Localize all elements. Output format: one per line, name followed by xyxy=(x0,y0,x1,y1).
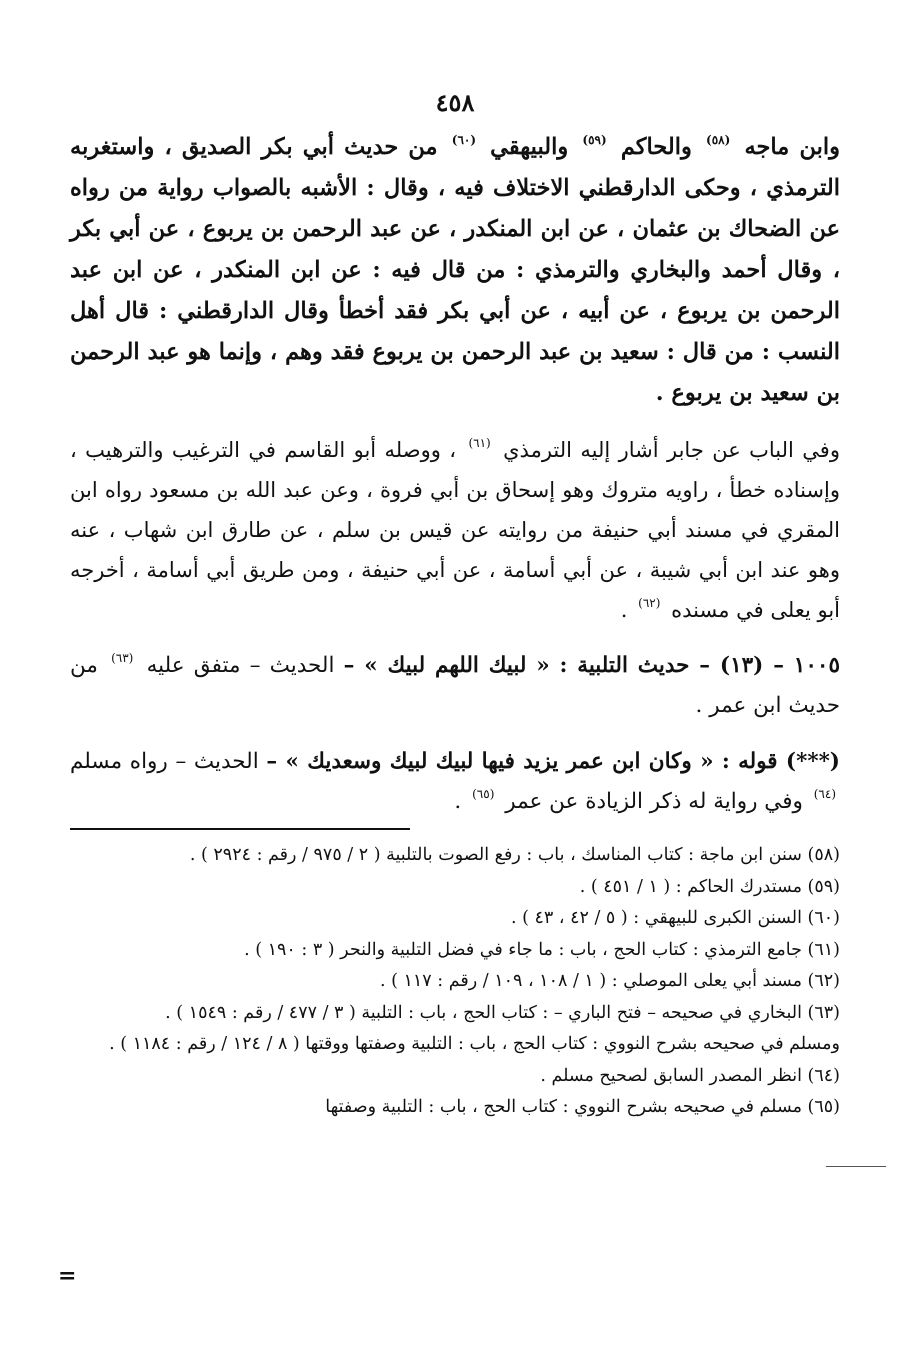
footnote-ref-63: (٦٣) xyxy=(111,651,134,665)
paragraph-2: وفي الباب عن جابر أشار إليه الترمذي $^{(٦١)}$ ، ووصله أبو القاسم في الترغيب والترهيب ، وإسناده خطأ ، راويه متروك وهو إسحاق بن أبي فروة ، وعن عبد الله بن مسعود رواه ابن المقري في مسند أبي حنيفة من روايته عن قيس بن سلم ، عن طارق ابن شهاب ، عنه وهو عند ابن أبي شيبة ، عن أبي أسامة ، عن أبي حنيفة ، ومن طريق أبي أسامة ، أخرجه أبو يعلى في مسنده $^{(٦٢)}$ . xyxy=(70,436,840,622)
footnote-58: (٥٨) سنن ابن ماجة : كتاب المناسك ، باب : رفع الصوت بالتلبية ( ٢ / ٩٧٥ / رقم : ٢٩٢٤ ) . xyxy=(189,845,840,865)
footnote-ref-65: (٦٥) xyxy=(472,787,495,801)
footnote-ref-62: (٦٢) xyxy=(638,596,661,610)
continuation-mark: = xyxy=(58,1263,77,1289)
footnote-64: (٦٤) انظر المصدر السابق لصحيح مسلم . xyxy=(540,1065,840,1086)
hadith-1005: ١٠٠٥ – (١٣) – حديث التلبية : « لبيك اللهم لبيك » – الحديث – متفق عليه $^{(٦٣)}$ من حديث ابن عمر . xyxy=(70,651,840,718)
footnote-61: (٦١) جامع الترمذي : كتاب الحج ، باب : ما جاء في فضل التلبية والنحر ( ٣ : ١٩٠ ) . xyxy=(244,939,840,960)
hadith-star: (***) قوله : « وكان ابن عمر يزيد فيها لبيك لبيك وسعديك » – الحديث – رواه مسلم $^{(٦٤)}$ وفي رواية له ذكر الزيادة عن عمر $^{(٦٥)}$ . xyxy=(70,749,840,814)
footnote-62: (٦٢) مسند أبي يعلى الموصلي : ( ١ / ١٠٨ ، ١٠٩ / رقم : ١١٧ ) . xyxy=(379,971,840,991)
hadith-1005-heading: ١٠٠٥ – (١٣) – حديث التلبية : « لبيك اللهم لبيك » – xyxy=(343,653,840,678)
footnote-ref-61: (٦١) xyxy=(468,436,491,450)
footnote-divider xyxy=(70,828,410,830)
footnote-ref-64: (٦٤) xyxy=(813,787,836,801)
page-number: ٤٥٨ xyxy=(435,88,475,117)
hadith-star-heading: (***) قوله : « وكان ابن عمر يزيد فيها لبيك لبيك وسعديك » – xyxy=(266,749,840,774)
page-body xyxy=(70,88,840,1338)
footnotes xyxy=(70,840,840,1124)
footnote-ref-58: (٥٨) xyxy=(706,133,731,147)
footnote-63: (٦٣) البخاري في صحيحه – فتح الباري – : كتاب الحج ، باب : التلبية ( ٣ / ٤٧٧ / رقم : ١٥٤٩ ) . xyxy=(165,1002,840,1023)
margin-mark-line xyxy=(826,1166,886,1167)
footnote-65: (٦٥) مسلم في صحيحه بشرح النووي : كتاب الحج ، باب : التلبية وصفتها xyxy=(325,1097,840,1117)
footnote-63-continued: ومسلم في صحيحه بشرح النووي : كتاب الحج ، باب : التلبية وصفتها ووقتها ( ٨ / ١٢٤ / رقم : ١١٨٤ ) . xyxy=(109,1034,840,1054)
footnote-59: (٥٩) مستدرك الحاكم : ( ١ / ٤٥١ ) . xyxy=(579,876,840,897)
footnote-ref-59: (٥٩) xyxy=(582,133,607,147)
footnote-ref-60: (٦٠) xyxy=(451,133,477,147)
footnote-60: (٦٠) السنن الكبرى للبيهقي : ( ٥ / ٤٢ ، ٤٣ ) . xyxy=(510,908,840,928)
paragraph-1: وابن ماجه $^{(٥٨)}$ والحاكم $^{(٥٩)}$ والبيهقي $^{(٦٠)}$ من حديث أبي بكر الصديق ، واستغربه الترمذي ، وحكى الدارقطني الاختلاف فيه ، وقال : الأشبه بالصواب رواية من رواه عن الضحاك بن عثمان ، عن ابن المنكدر ، عن عبد الرحمن بن يربوع ، عن أبي بكر ، وقال أحمد والبخاري والترمذي : من قال فيه : عن ابن المنكدر ، عن ابن عبد الرحمن بن يربوع ، عن أبيه ، عن أبي بكر فقد أخطأ وقال الدارقطني : قال أهل النسب : من قال : سعيد بن عبد الرحمن بن يربوع فقد وهم ، وإنما هو عبد الرحمن بن سعيد بن يربوع . xyxy=(70,133,840,406)
